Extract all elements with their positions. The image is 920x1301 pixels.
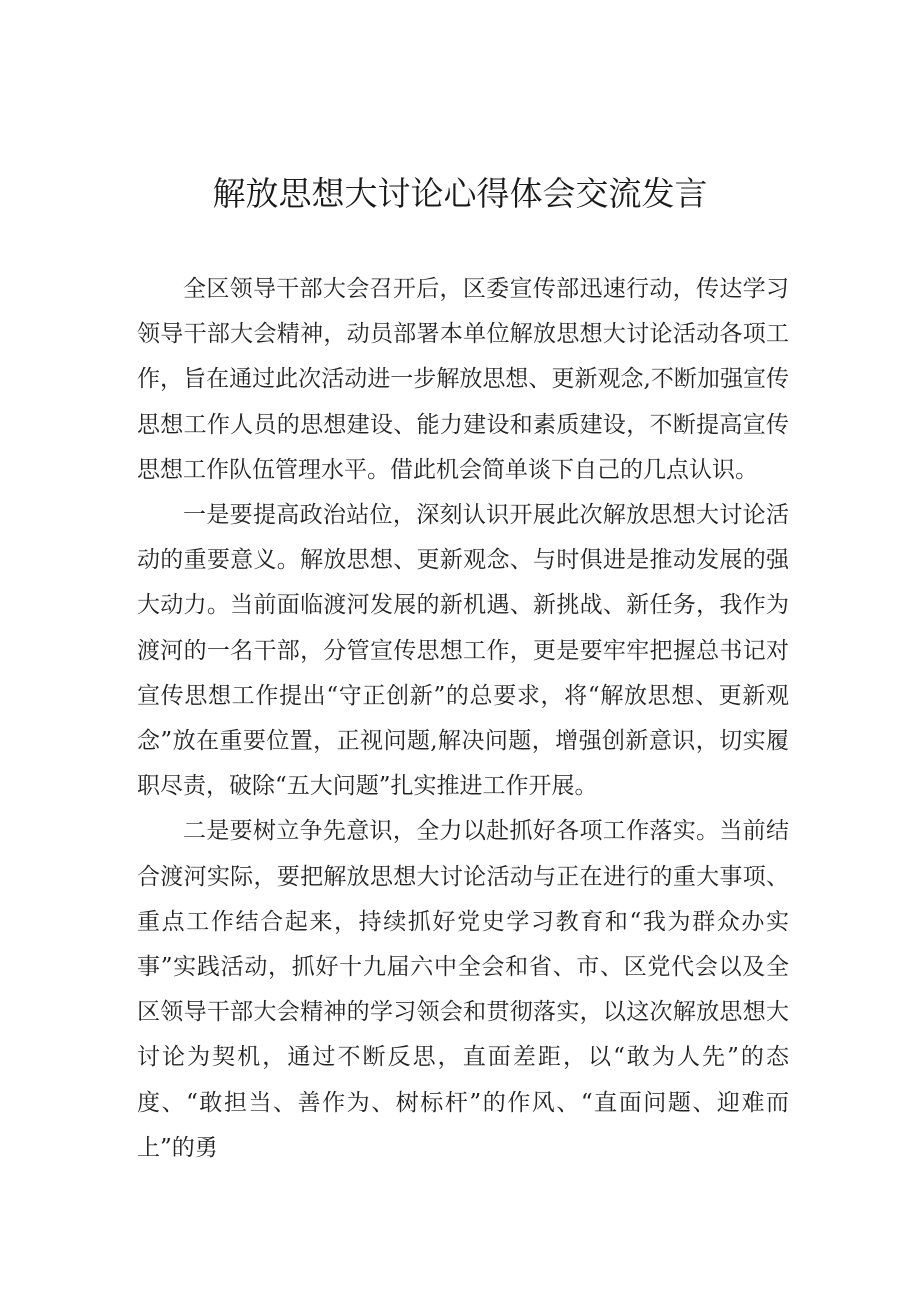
paragraph-2: 一是要提高政治站位，深刻认识开展此次解放思想大讨论活动的重要意义。解放思想、更新观念、与时俱进是推动发展的强大动力。当前面临渡河发展的新机遇、新挑战、新任务，我作为渡河的一名干部，分管宣传思想工作，更是要牢牢把握总书记对宣传思想工作提出“守正创新”的总要求，将“解放思想、更新观念”放在重要位置，正视问题,解决问题，增强创新意识，切实履职尽责，破除“五大问题”扎实推进工作开展。 [137,502,789,800]
document-body [137,267,789,1171]
paragraph-1: 全区领导干部大会召开后，区委宣传部迅速行动，传达学习领导干部大会精神，动员部署本单位解放思想大讨论活动各项工作，旨在通过此次活动进一步解放思想、更新观念,不断加强宣传思想工作人员的思想建设、能力建设和素质建设，不断提高宣传思想工作队伍管理水平。借此机会简单谈下自己的几点认识。 [137,276,789,483]
page-title: 解放思想大讨论心得体会交流发言 [212,174,708,213]
paragraph-3: 二是要树立争先意识，全力以赴抓好各项工作落实。当前结合渡河实际，要把解放思想大讨论活动与正在进行的重大事项、重点工作结合起来，持续抓好党史学习教育和“我为群众办实事”实践活动，抓好十九届六中全会和省、市、区党代会以及全区领导干部大会精神的学习领会和贯彻落实，以这次解放思想大讨论为契机，通过不断反思，直面差距，以“敢为人先”的态度、“敢担当、善作为、树标杆”的作风、“直面问题、迎难而上”的勇 [137,818,789,1161]
